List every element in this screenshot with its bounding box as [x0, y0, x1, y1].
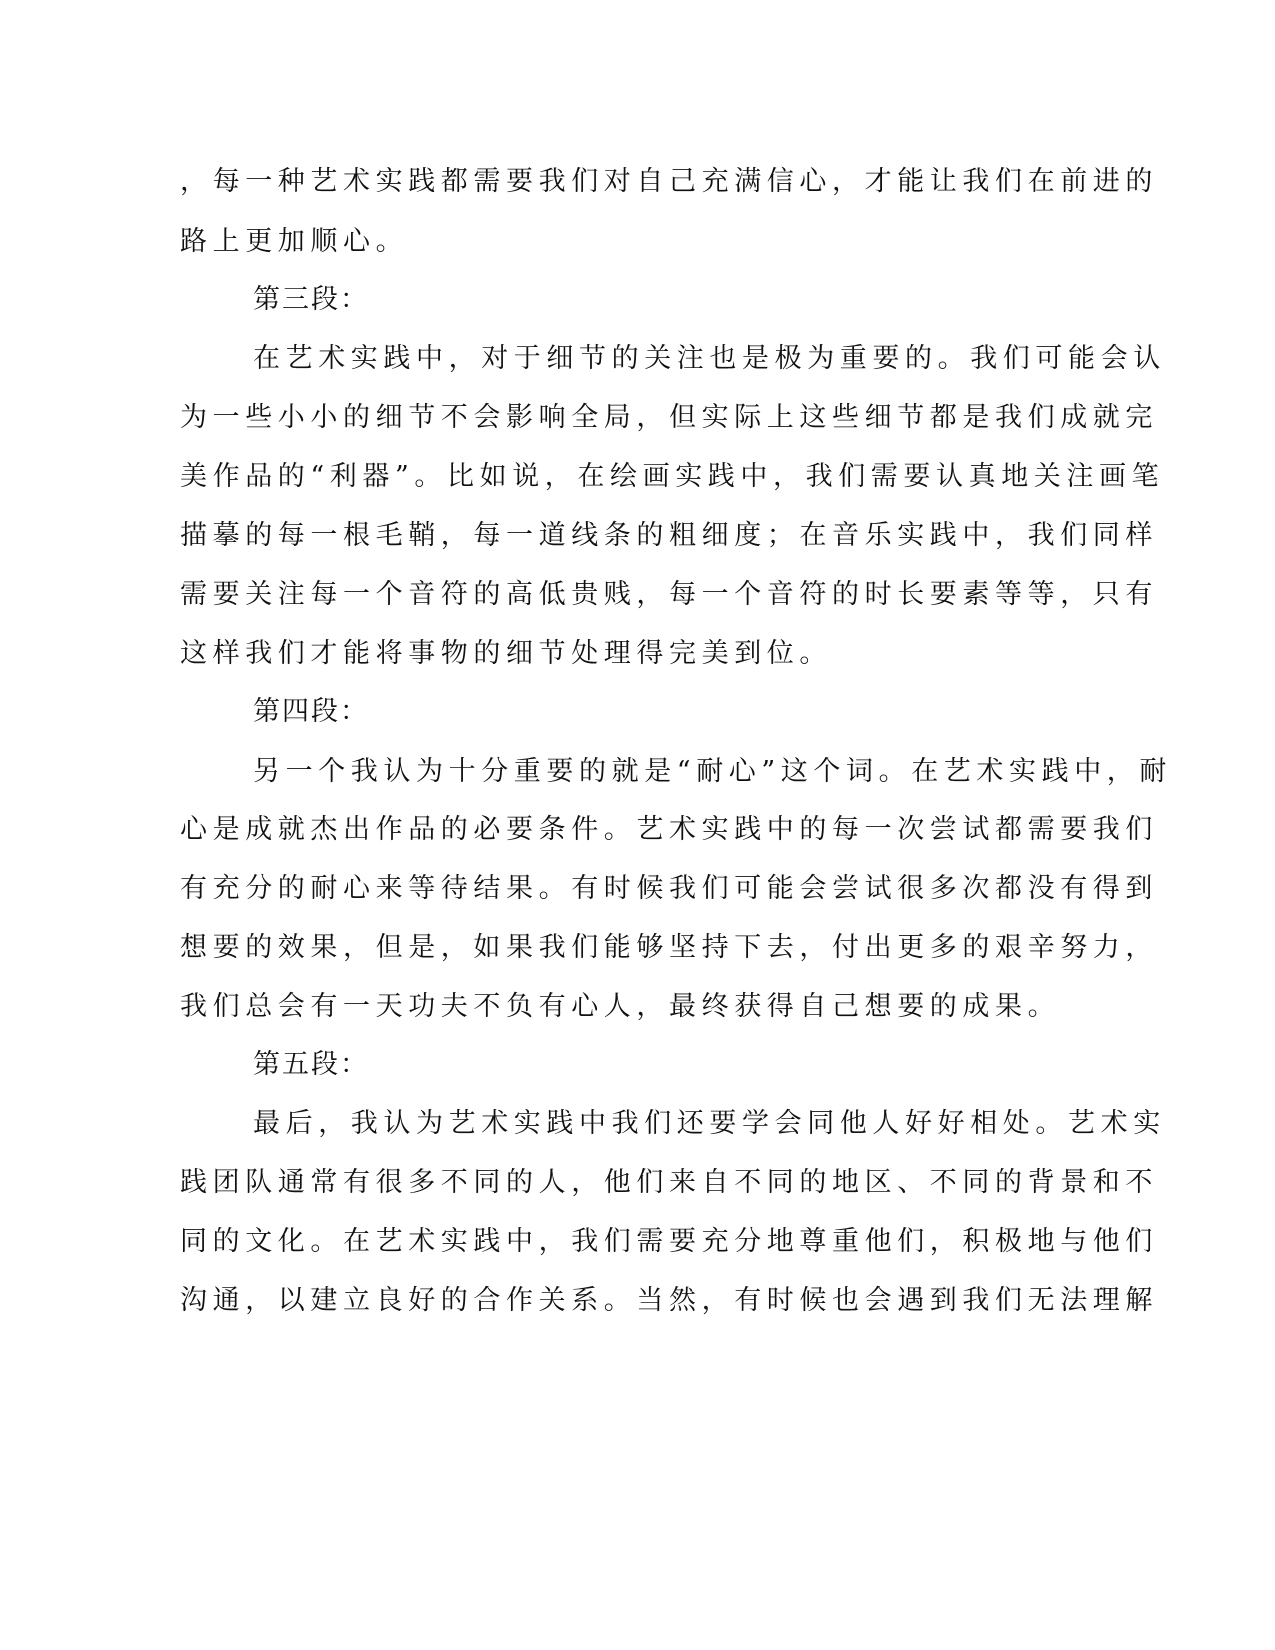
section-heading-4: 第四段： — [253, 696, 369, 727]
text-line: 美作品的“利器”。比如说，在绘画实践中，我们需要认真地关注画笔 — [180, 461, 1165, 492]
text-line: 心是成就杰出作品的必要条件。艺术实践中的每一次尝试都需要我们 — [180, 814, 1158, 845]
text-line: 同的文化。在艺术实践中，我们需要充分地尊重他们，积极地与他们 — [180, 1226, 1158, 1257]
text-line: 这样我们才能将事物的细节处理得完美到位。 — [180, 638, 832, 669]
text-line: 为一些小小的细节不会影响全局，但实际上这些细节都是我们成就完 — [180, 402, 1158, 433]
section-heading-3: 第三段： — [253, 284, 369, 315]
text-line: 沟通，以建立良好的合作关系。当然，有时候也会遇到我们无法理解 — [180, 1285, 1158, 1316]
text-line: 路上更加顺心。 — [180, 226, 409, 257]
text-line: 我们总会有一天功夫不负有心人，最终获得自己想要的成果。 — [180, 991, 1061, 1022]
text-line: 想要的效果，但是，如果我们能够坚持下去，付出更多的艰辛努力， — [180, 932, 1158, 963]
text-line: 需要关注每一个音符的高低贵贱，每一个音符的时长要素等等，只有 — [180, 579, 1158, 610]
text-line: 在艺术实践中，对于细节的关注也是极为重要的。我们可能会认 — [253, 343, 1166, 374]
text-line: 最后，我认为艺术实践中我们还要学会同他人好好相处。艺术实 — [253, 1108, 1166, 1139]
text-line: 践团队通常有很多不同的人，他们来自不同的地区、不同的背景和不 — [180, 1167, 1158, 1198]
text-line: 有充分的耐心来等待结果。有时候我们可能会尝试很多次都没有得到 — [180, 873, 1158, 904]
section-heading-5: 第五段： — [253, 1049, 369, 1080]
text-line: ，每一种艺术实践都需要我们对自己充满信心，才能让我们在前进的 — [180, 166, 1158, 197]
text-line: 另一个我认为十分重要的就是“耐心”这个词。在艺术实践中，耐 — [253, 756, 1173, 787]
text-line: 描摹的每一根毛鞘，每一道线条的粗细度；在音乐实践中，我们同样 — [180, 520, 1158, 551]
